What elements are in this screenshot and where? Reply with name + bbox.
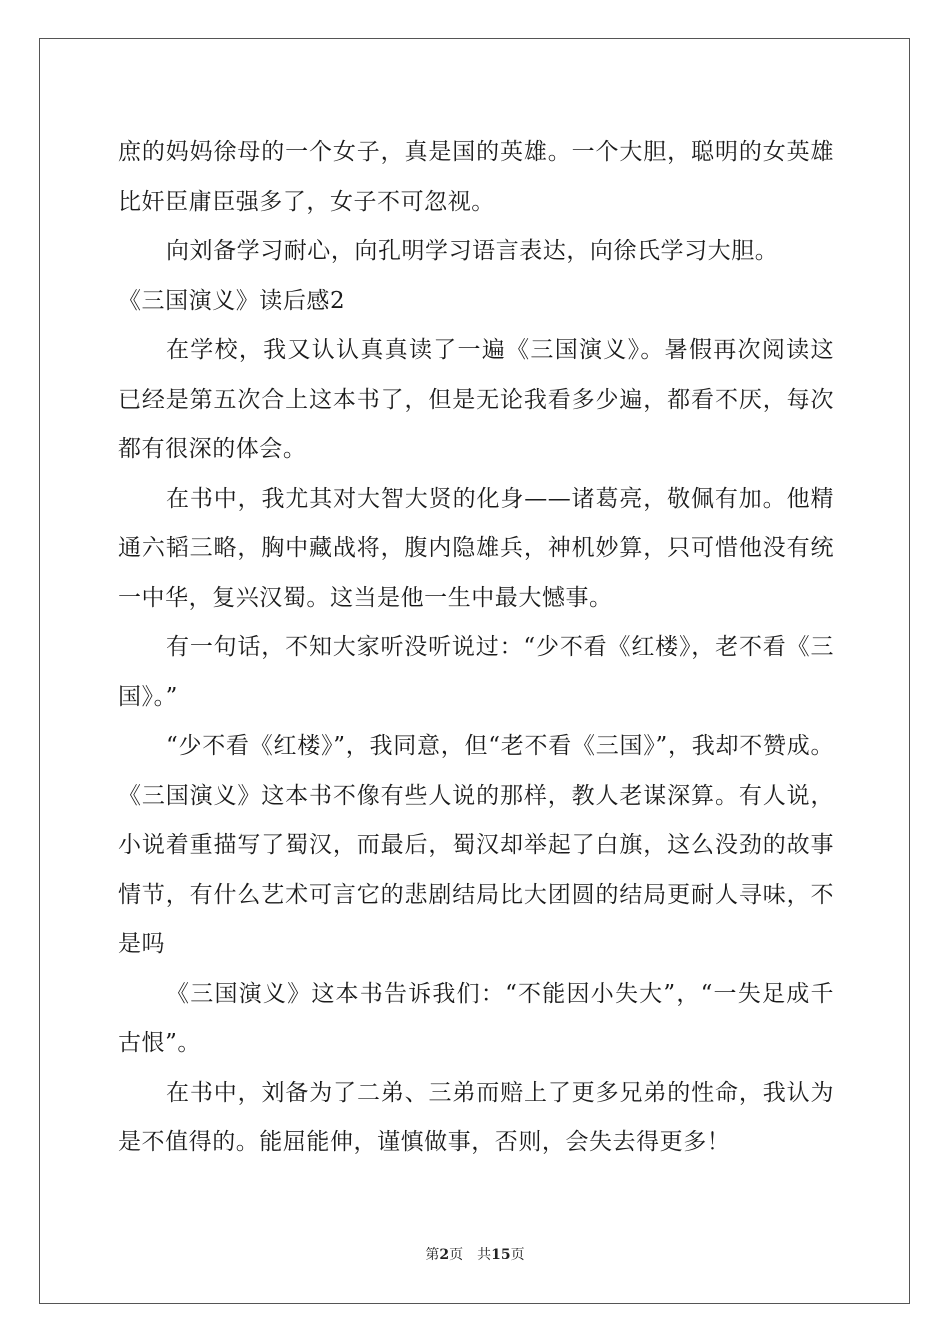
total-suffix: 页 — [510, 1247, 525, 1263]
page-prefix: 第 — [425, 1247, 440, 1263]
paragraph: 有一句话，不知大家听没听说过：“少不看《红楼》，老不看《三国》。” — [118, 634, 834, 710]
paragraph: 在书中，刘备为了二弟、三弟而赔上了更多兄弟的性命，我认为是不值得的。能屈能伸，谨慎做事，否则，会失去得更多！ — [118, 1079, 834, 1155]
paragraph: 在学校，我又认认真真读了一遍《三国演义》。暑假再次阅读这已经是第五次合上这本书了，但是无论我看多少遍，都看不厌，每次都有很深的体会。 — [118, 337, 834, 462]
page-total: 15 — [491, 1247, 511, 1263]
paragraph: “少不看《红楼》”，我同意，但“老不看《三国》”，我却不赞成。《三国演义》这本书不像有些人说的那样，教人老谋深算。有人说，小说着重描写了蜀汉，而最后，蜀汉却举起了白旗，这么没劲的故事情节，有什么艺术可言它的悲剧结局比大团圆的结局更耐人寻味，不是吗 — [118, 733, 834, 957]
total-prefix: 共 — [477, 1247, 492, 1263]
section-heading: 《三国演义》读后感2 — [118, 287, 346, 314]
page-number: 2 — [439, 1247, 450, 1263]
paragraph: 《三国演义》这本书告诉我们：“不能因小失大”，“一失足成千古恨”。 — [118, 980, 834, 1056]
paragraph: 庶的妈妈徐母的一个女子，真是国的英雄。一个大胆，聪明的女英雄比奸臣庸臣强多了，女子不可忽视。 — [118, 139, 834, 215]
paragraph: 向刘备学习耐心，向孔明学习语言表达，向徐氏学习大胆。 — [166, 238, 779, 264]
paragraph: 在书中，我尤其对大智大贤的化身——诸葛亮，敬佩有加。他精通六韬三略，胸中藏战将，腹内隐雄兵，神机妙算，只可惜他没有统一中华，复兴汉蜀。这当是他一生中最大憾事。 — [118, 485, 834, 611]
page-footer — [0, 1245, 950, 1265]
page-suffix: 页 — [449, 1247, 464, 1263]
document-body — [118, 128, 834, 1168]
